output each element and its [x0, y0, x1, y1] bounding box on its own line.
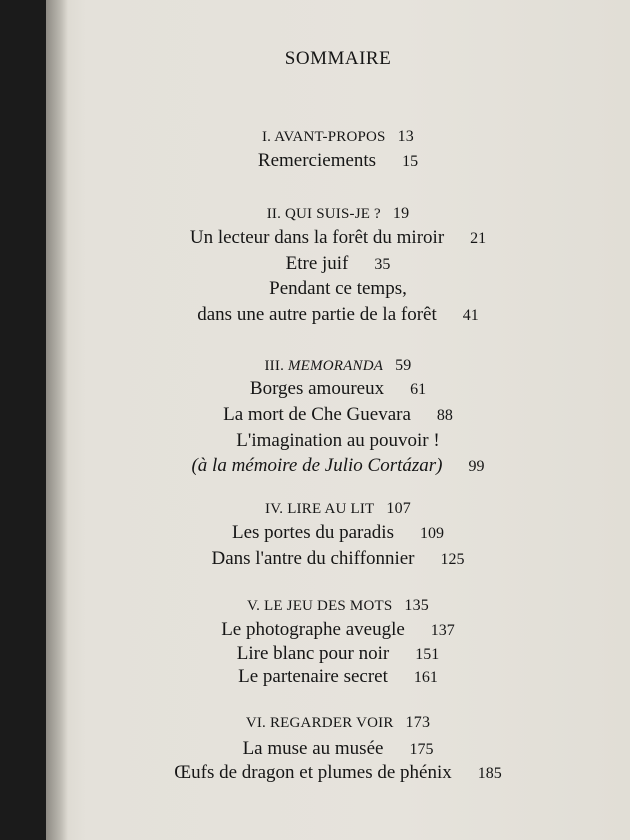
toc-entry-label: Les portes du paradis	[232, 522, 394, 543]
toc-entry	[46, 666, 630, 688]
toc-entry-label: L'imagination au pouvoir !	[236, 430, 440, 451]
toc-entry-label: Remerciements	[257, 150, 377, 171]
toc-entry-page: 175	[409, 741, 434, 758]
toc-entry-page: 151	[415, 646, 440, 663]
toc-entry	[46, 304, 630, 326]
toc-entry	[46, 404, 630, 426]
toc-entry-page: 41	[462, 307, 479, 324]
toc-entry-page: 21	[470, 230, 487, 247]
toc-title: SOMMAIRE	[284, 48, 392, 69]
toc-entry-label: Pendant ce temps,	[269, 278, 407, 299]
toc-entry-label: Un lecteur dans la forêt du miroir	[189, 227, 445, 248]
toc-entry-page: 15	[402, 153, 419, 170]
toc-entry	[46, 738, 630, 760]
section-heading-page: 135	[404, 597, 430, 614]
toc-entry-page: 88	[436, 407, 453, 424]
section-heading-page: 13	[397, 128, 414, 145]
section-heading-label: II. QUI SUIS-JE ?	[266, 206, 381, 222]
toc-entry	[46, 378, 630, 400]
section-heading-4	[46, 500, 630, 518]
section-heading-italic: MEMORANDA	[287, 358, 384, 374]
toc-entry	[46, 430, 630, 452]
toc-entry	[46, 619, 630, 641]
toc-entry	[46, 278, 630, 300]
section-heading-page: 173	[405, 714, 431, 731]
toc-entry-page: 161	[413, 669, 438, 686]
toc-entry	[46, 762, 630, 784]
toc-entry	[46, 548, 630, 570]
section-heading-label: I. AVANT-PROPOS	[261, 129, 386, 145]
section-heading-page: 19	[392, 205, 410, 222]
toc-entry-page: 99	[468, 458, 485, 475]
section-heading-1	[46, 128, 630, 146]
toc-entry-page: 109	[419, 525, 444, 542]
toc-entry-label: (à la mémoire de Julio Cortázar)	[191, 455, 443, 476]
toc-entry-label: Le photographe aveugle	[221, 619, 405, 640]
section-heading-2	[46, 205, 630, 223]
toc-entry-label: Borges amoureux	[249, 378, 385, 399]
toc-entry	[46, 522, 630, 544]
section-heading-5	[46, 597, 630, 615]
section-heading-label: V. LE JEU DES MOTS	[246, 598, 393, 614]
toc-entry-page: 137	[430, 622, 455, 639]
toc-entry	[46, 253, 630, 275]
section-heading-label: III.	[264, 358, 288, 374]
toc-entry-label: La muse au musée	[242, 738, 384, 759]
toc-entry-label: Lire blanc pour noir	[236, 643, 390, 664]
toc-entry-label: dans une autre partie de la forêt	[197, 304, 437, 325]
toc-entry	[46, 150, 630, 172]
toc-entry-page: 185	[477, 765, 502, 782]
section-heading-label: IV. LIRE AU LIT	[265, 501, 375, 517]
toc-entry-page: 35	[374, 256, 391, 273]
toc-entry-label: La mort de Che Guevara	[223, 404, 411, 425]
toc-entry-label: Etre juif	[285, 253, 349, 274]
section-heading-6	[46, 714, 630, 732]
toc-entry-page: 125	[440, 551, 465, 568]
toc-entry-page: 61	[410, 381, 427, 398]
toc-entry	[46, 643, 630, 665]
section-heading-page: 107	[386, 500, 411, 517]
toc-entry-label: Œufs de dragon et plumes de phénix	[174, 762, 452, 783]
toc-entry	[46, 455, 630, 477]
section-heading-3	[46, 357, 630, 375]
toc-entry-label: Dans l'antre du chiffonnier	[211, 548, 415, 569]
section-heading-page: 59	[395, 357, 412, 374]
toc-entry	[46, 227, 630, 249]
section-heading-label: VI. REGARDER VOIR	[245, 715, 394, 731]
toc-entry-label: Le partenaire secret	[238, 666, 388, 687]
table-of-contents	[46, 0, 630, 840]
